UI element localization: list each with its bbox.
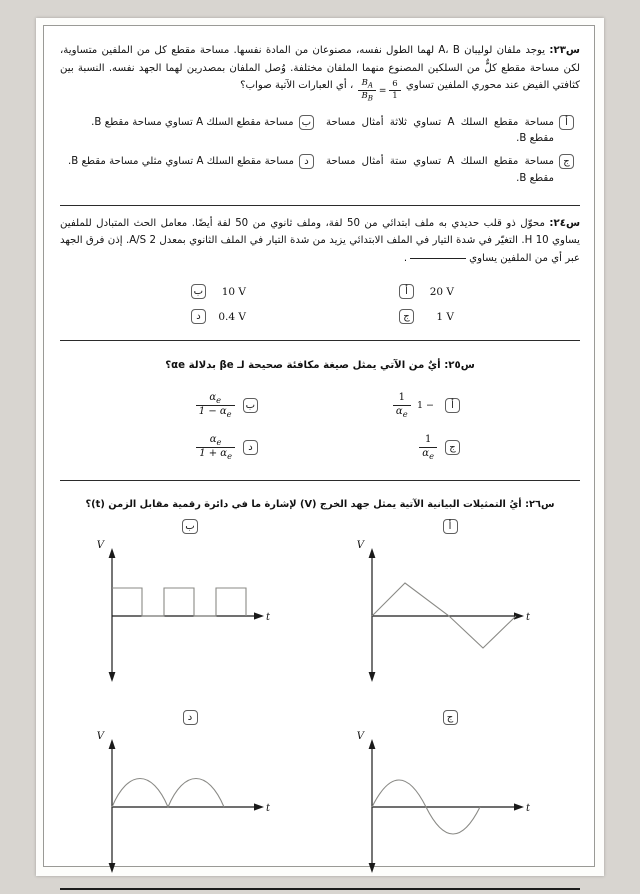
option-25-b-expression: $\frac{\alpha_e}{1 - \alpha_e}$ — [196, 392, 235, 420]
graph-triangle-wave — [350, 536, 550, 686]
option-marker-jeem: ج — [399, 309, 414, 324]
answer-blank — [410, 258, 466, 259]
question-23-number: س٢٣: — [549, 45, 580, 56]
option-marker-alef: أ — [445, 398, 460, 413]
option-23-c[interactable] — [320, 154, 580, 194]
option-marker-alef: أ — [443, 519, 458, 534]
question-24-number: س٢٤: — [549, 217, 580, 229]
x-axis-label: t — [265, 803, 270, 815]
question-25 — [60, 357, 580, 468]
option-marker-jeem: ج — [559, 154, 574, 169]
question-23-body: يوجد ملفان لوليبان A، B لهما الطول نفسه، مصنوعان من المادة نفسها. مساحة مقطع كل من الملفين متساوية، لكن مساحة مقطع كلٌّ من السلكين المصنوع منهما الملفان مختلفة. وُصل الملفان بمصدرين لهما الجهد نفسه. النسبة بين كثافتي الفيض عند محوري الملفين تساوي — [60, 45, 580, 92]
question-24-text — [60, 215, 580, 268]
option-marker-jeem: ج — [445, 440, 460, 455]
question-25-text — [60, 357, 580, 375]
y-axis-label: V — [356, 540, 364, 552]
x-axis-label: t — [525, 803, 530, 815]
exam-sheet — [43, 25, 595, 867]
option-25-c[interactable] — [320, 427, 580, 469]
option-25-d[interactable] — [60, 427, 320, 469]
question-26-text — [60, 497, 580, 514]
question-25-options — [60, 385, 580, 469]
option-marker-ba: ب — [243, 398, 258, 413]
option-24-b[interactable] — [60, 279, 320, 304]
option-24-c[interactable] — [320, 304, 580, 329]
question-26 — [60, 497, 580, 878]
option-marker-dal: د — [299, 154, 314, 169]
exam-content — [60, 42, 580, 890]
option-25-b[interactable] — [60, 385, 320, 427]
question-24-body-2: . — [403, 252, 408, 264]
question-25-number: س٢٥: — [444, 360, 475, 372]
option-marker-jeem: ج — [443, 710, 458, 725]
y-axis-label: V — [96, 731, 104, 743]
graph-rectified-sine — [90, 727, 290, 877]
option-24-d-value: 0.4 V — [218, 310, 246, 323]
flux-ratio-formula: $\frac{B_A}{B_B}$ = $\frac{6}{1}$ — [358, 78, 400, 104]
option-26-c[interactable] — [320, 727, 580, 877]
y-axis-label: V — [356, 731, 364, 743]
question-23-body-2: ، أي العبارات الآتية صواب؟ — [240, 80, 354, 92]
question-23-options — [60, 115, 580, 194]
option-24-a-value: 20 V — [429, 285, 454, 298]
question-26-options — [60, 519, 580, 877]
question-25-body: أيٌ من الآتي يمثل صيغة مكافئة صحيحة لـ βe بدلالة αe؟ — [165, 360, 441, 372]
option-23-b-text: مساحة مقطع السلك A تساوي مساحة مقطع B. — [91, 116, 294, 128]
option-24-c-value: 1 V — [436, 310, 454, 323]
question-26-body: أيُ التمثيلات البيانية الآتية يمثل جهد الخرج (V) لإشارة ما في دائرة رقمية مقابل الزمن (t)؟ — [85, 498, 522, 510]
question-24-options — [60, 279, 580, 329]
question-23 — [60, 42, 580, 194]
option-23-c-text: مساحة مقطع السلك A تساوي ستة أمثال مساحة مقطع B. — [326, 156, 554, 184]
paper-page — [36, 18, 604, 876]
graph-markers-row-2 — [60, 710, 580, 725]
option-25-a[interactable] — [320, 385, 580, 427]
option-23-a[interactable] — [320, 115, 580, 155]
option-marker-dal: د — [243, 440, 258, 455]
question-24 — [60, 215, 580, 330]
option-marker-dal: د — [191, 309, 206, 324]
question-24-body: محوّل ذو قلب حديدي به ملف ابتدائي من 50 لفة، وملف ثانوي من 50 لفة أيضًا. معامل الحث المتبادل للملفين يساوي 10 H. التغيّر في شدة التيار في الملف الابتدائي يزيد من شدة التيار في الملف الثانوي بمعدل 2 A/S. إذن فرق الجهد عبر أي من الملفين يساوي — [60, 217, 580, 264]
option-24-d[interactable] — [60, 304, 320, 329]
option-23-d-text: مساحة مقطع السلك A تساوي مثلي مساحة مقطع B. — [67, 156, 294, 168]
option-marker-ba: ب — [191, 284, 206, 299]
x-axis-label: t — [265, 612, 270, 624]
y-axis-label: V — [96, 540, 104, 552]
option-25-c-expression: $\frac{1}{\alpha_e}$ — [419, 434, 437, 461]
option-26-b[interactable] — [60, 536, 320, 686]
option-23-b[interactable] — [60, 115, 320, 155]
option-23-d[interactable] — [60, 154, 320, 194]
question-26-number: س٢٦: — [525, 498, 555, 510]
option-marker-alef: أ — [559, 115, 574, 130]
option-25-a-expression: 1 − $\frac{1}{\alpha_e}$ — [393, 392, 437, 419]
option-25-d-expression: $\frac{\alpha_e}{1 + \alpha_e}$ — [196, 434, 235, 462]
option-26-a[interactable] — [320, 536, 580, 686]
option-marker-dal: د — [183, 710, 198, 725]
graph-sine-wave — [350, 727, 550, 877]
question-23-text — [60, 42, 580, 104]
graph-row-1 — [60, 536, 580, 686]
option-24-b-value: 10 V — [221, 285, 246, 298]
graph-markers-row-1 — [60, 519, 580, 534]
option-marker-ba: ب — [299, 115, 314, 130]
graph-square-pulses — [90, 536, 290, 686]
graph-row-2 — [60, 727, 580, 877]
option-26-d[interactable] — [60, 727, 320, 877]
x-axis-label: t — [525, 612, 530, 624]
option-marker-alef: أ — [399, 284, 414, 299]
option-24-a[interactable] — [320, 279, 580, 304]
divider-4 — [60, 888, 580, 890]
option-marker-ba: ب — [182, 519, 197, 534]
option-23-a-text: مساحة مقطع السلك A تساوي ثلاثة أمثال مساحة مقطع B. — [326, 116, 554, 144]
